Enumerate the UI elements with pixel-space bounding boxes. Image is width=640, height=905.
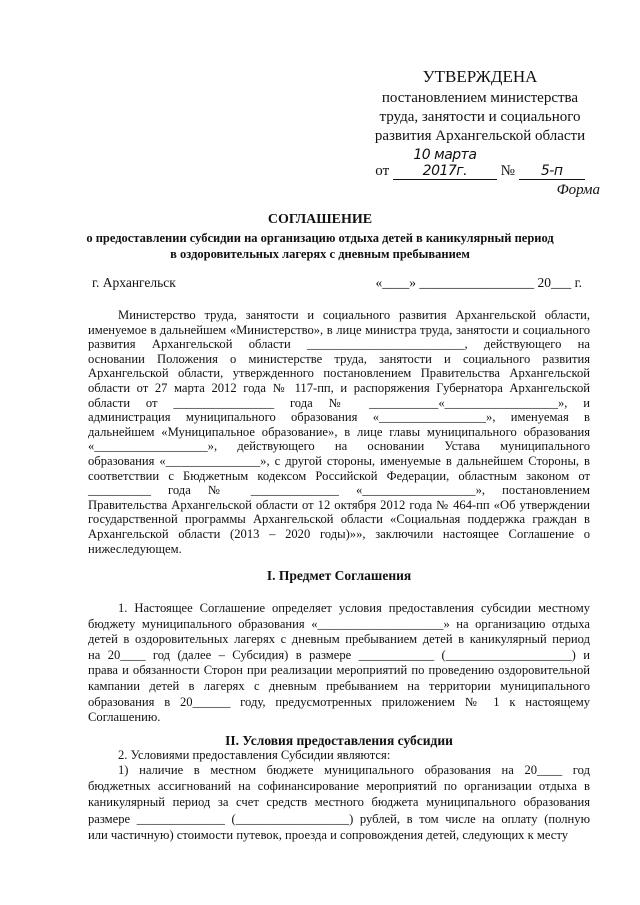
approval-date-handwritten: 10 марта 2017г. (393, 147, 497, 180)
text-line: развития Архангельской области _________________________, действующего на (88, 337, 590, 352)
text-line: нижеследующем. (88, 541, 182, 556)
agreement-subtitle-line: о предоставлении субсидии на организацию отдыха детей в каникулярный период (86, 231, 554, 245)
text-line: Архангельской области, утвержденного постановлением Правительства Архангельской (88, 366, 590, 381)
text-line: администрация муниципального образования «_________________», именуемая в (88, 410, 590, 425)
text-line: «__________________», действующего на основании Устава муниципального (88, 439, 590, 454)
section-2-title: II. Условия предоставления субсидии (225, 733, 453, 748)
approval-number-handwritten: 5-п (519, 163, 585, 180)
agreement-date-blank: «____» _________________ 20___ г. (375, 275, 582, 290)
text-line: соответствии с Бюджетным кодексом Российской Федерации, областным законом от (88, 468, 590, 483)
text-line: Соглашению. (88, 710, 161, 725)
text-line: Правительства Архангельской области от 12 октября 2012 года № 464-пп «Об утверждении (88, 497, 590, 512)
text-line: области от 27 марта 2012 года № 117-пп, и распоряжения Губернатора Архангельской (88, 381, 590, 395)
city: г. Архангельск (92, 275, 176, 290)
text-line: 1. Настоящее Соглашение определяет условия предоставления субсидии местному (118, 601, 590, 615)
section-2-intro: 2. Условиями предоставления Субсидии являются: (118, 748, 391, 762)
text-line: области от ________________ года № ___________«__________________», и (88, 395, 590, 410)
text-line: __________ года № ______________ «__________________», постановлением (88, 483, 590, 498)
section-1-title: I. Предмет Соглашения (266, 568, 412, 583)
text-line: или частичную) стоимости путевок, проезда и сопровождения детей, следующих к месту (88, 827, 568, 842)
text-line: права и обязанности Сторон при реализации мероприятий по проведению оздоровительной (88, 663, 590, 678)
approval-line: развития Архангельской области (374, 128, 586, 144)
text-line: на 20____ год (далее – Субсидия) в размере ____________ (____________________) и (88, 647, 590, 662)
approval-line: труда, занятости и социального (379, 109, 581, 125)
approval-title: УТВЕРЖДЕНА (422, 67, 538, 86)
approval-date-prefix: от (375, 163, 390, 179)
approval-block (362, 66, 598, 181)
text-line: Архангельской области (2013 – 2020 годы)»», заключили настоящее Соглашение о (88, 527, 590, 541)
approval-line: постановлением министерства (381, 90, 579, 106)
text-line: бюджету муниципального образования «____________________» на организацию отдыха (88, 616, 590, 631)
text-line: государственной программы Архангельской области «Социальная поддержка граждан в (88, 512, 590, 527)
form-label: Форма (556, 182, 600, 198)
agreement-title: СОГЛАШЕНИЕ (267, 212, 373, 227)
text-line: дальнейшем «Муниципальное образование», в лице главы муниципального образования (88, 424, 590, 439)
text-line: основании Положения о министерстве труда, занятости и социального развития (88, 351, 590, 366)
text-line: кампании детей в лагерях с дневным пребыванием на территории муниципального (88, 679, 590, 693)
text-line: образования в 20______ году, предусмотренных приложением № 1 к настоящему (88, 694, 590, 709)
agreement-subtitle (60, 230, 580, 262)
text-line: 1) наличие в местном бюджете муниципального образования на 20____ год (118, 763, 590, 777)
place-date-line (92, 275, 582, 291)
text-line: именуемое в дальнейшем «Министерство», в лице министра труда, занятости и социального (88, 322, 590, 337)
approval-date-line (362, 147, 598, 181)
agreement-subtitle-line: в оздоровительных лагерях с дневным пребыванием (170, 247, 470, 261)
text-line: Министерство труда, занятости и социального развития Архангельской области, (118, 308, 590, 322)
text-line: детей в оздоровительных лагерях с дневным пребыванием детей в каникулярный период (88, 632, 590, 647)
text-line: образования «_______________», с другой стороны, именуемые в дальнейшем Стороны, в (88, 454, 590, 468)
approval-number-label: № (500, 163, 515, 179)
text-line: размере ______________ (__________________) рублей, в том числе на оплату (полную (88, 811, 590, 826)
text-line: каникулярный период за счет средств местного бюджета муниципального образования (88, 795, 590, 810)
text-line: бюджетных ассигнований на софинансирование мероприятий по организации отдыха в (88, 779, 590, 794)
